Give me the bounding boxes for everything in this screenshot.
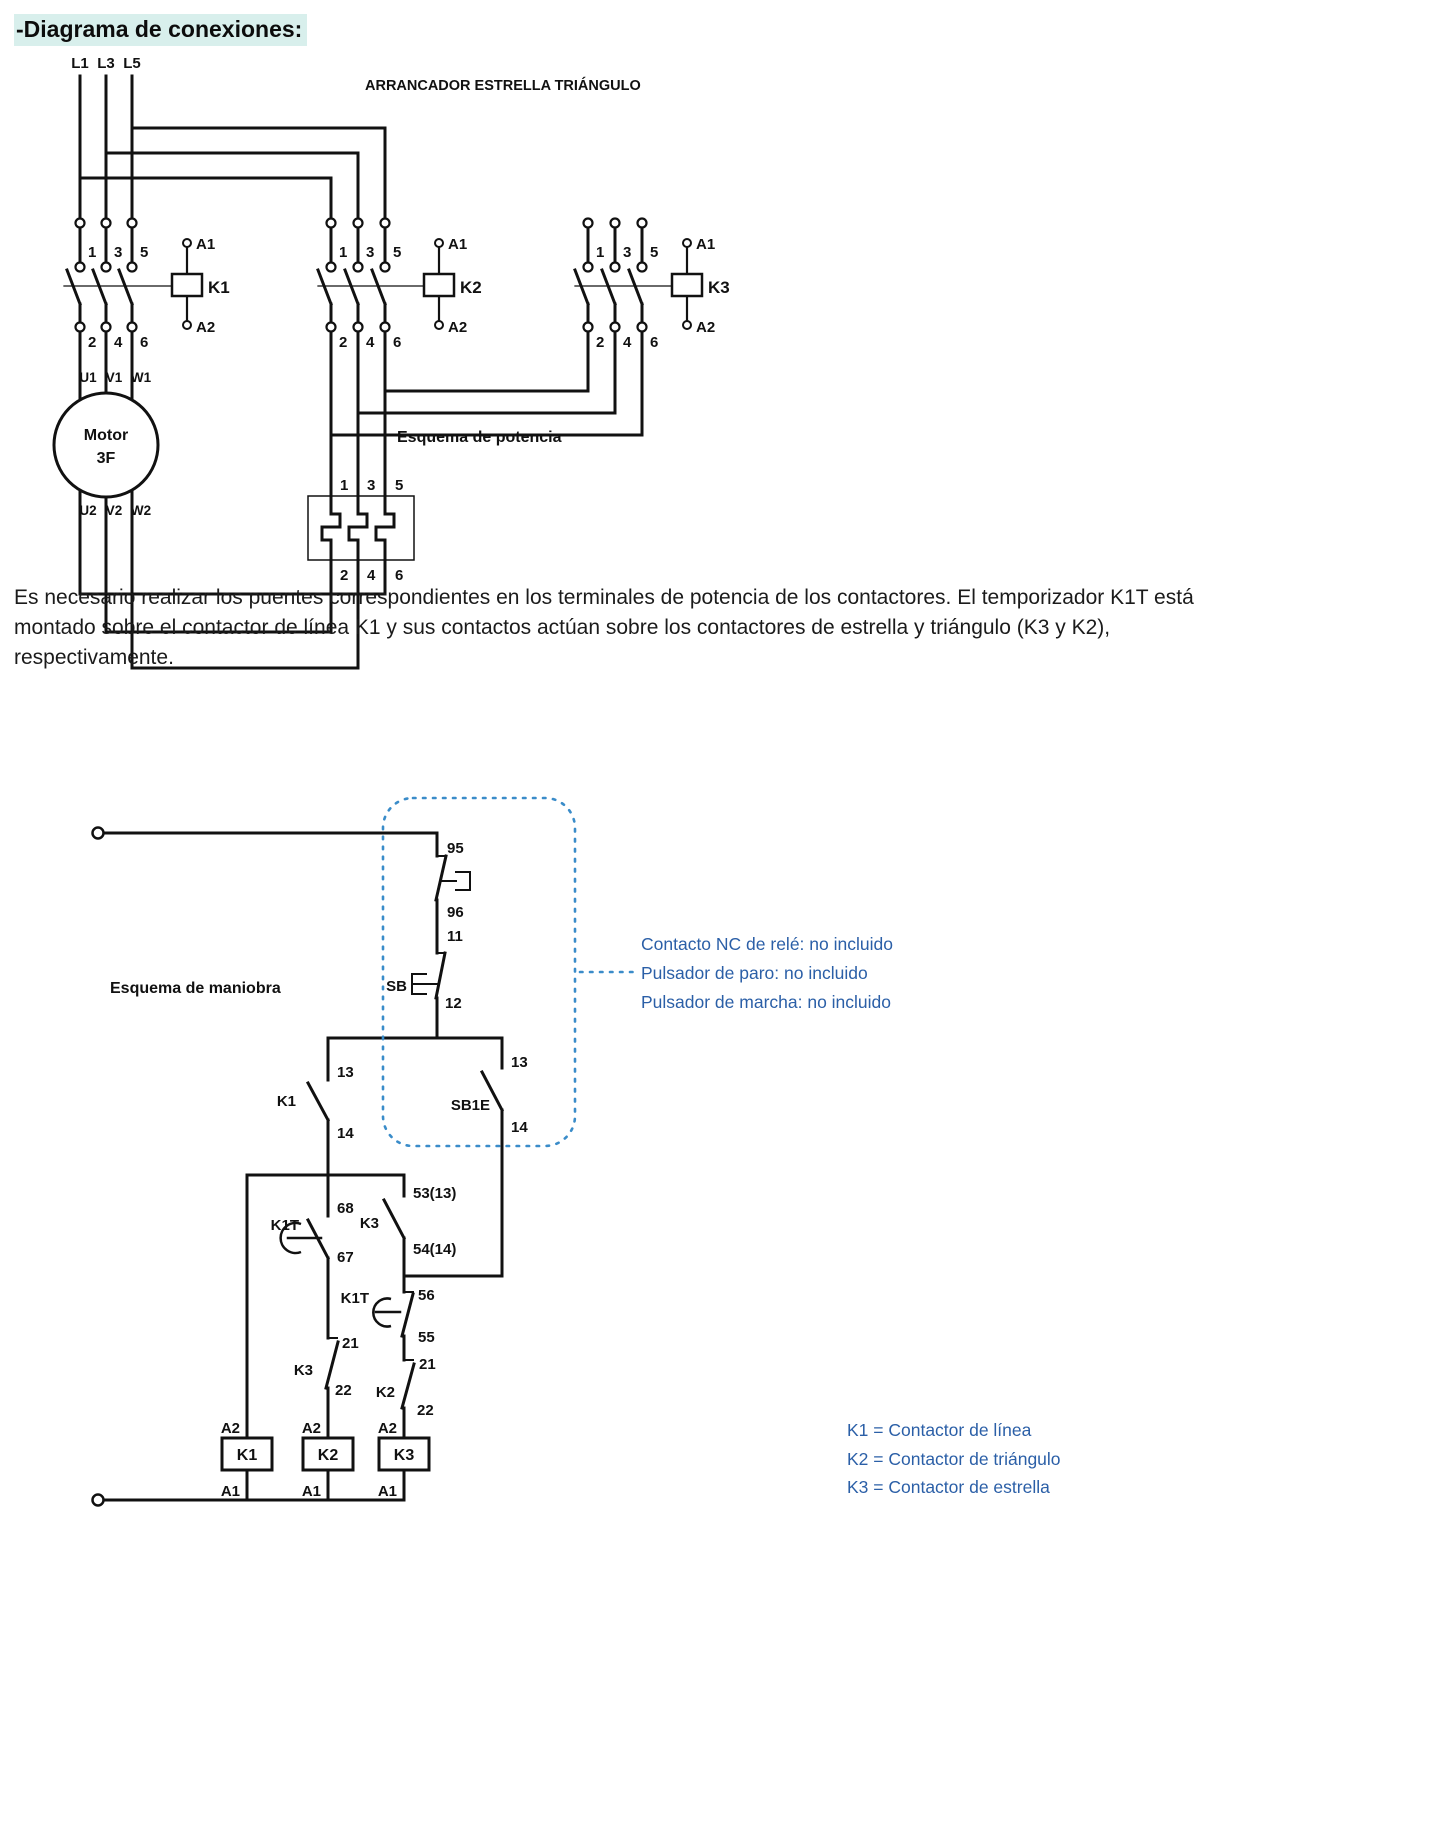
diagram-label: 6 (650, 334, 659, 351)
diagram-label: 3 (366, 244, 375, 261)
diagram-label: 4 (114, 334, 123, 351)
diagram-label: K3 (359, 1215, 379, 1232)
diagram-label: 2 (340, 567, 349, 584)
diagram-label: 96 (447, 904, 464, 921)
diagram-label: 1 (88, 244, 97, 261)
diagram-label: K3 (708, 278, 730, 297)
diagram-label: 3 (367, 477, 376, 494)
diagram-label: 12 (445, 995, 462, 1012)
diagram-label: W1 (130, 370, 152, 385)
diagram-label: 13 (511, 1054, 528, 1071)
diagram-label: K3 (393, 1447, 415, 1464)
diagram-label: 53(13) (413, 1185, 457, 1202)
diagram-label: 68 (337, 1200, 354, 1217)
diagram-label: SB1E (450, 1097, 490, 1114)
diagram-label: 56 (418, 1287, 435, 1304)
diagram-label: 14 (337, 1125, 354, 1142)
diagram-label: 21 (419, 1356, 436, 1373)
not-included-annotations (641, 930, 893, 1017)
diagram-label: 3F (96, 450, 116, 467)
diagram-label: 2 (596, 334, 605, 351)
diagram-label: ARRANCADOR ESTRELLA TRIÁNGULO (365, 78, 641, 94)
diagram-label: L3 (97, 55, 115, 72)
diagram-label: A2 (448, 319, 468, 336)
diagram-label: A1 (696, 236, 716, 253)
legend-line: K2 = Contactor de triángulo (847, 1448, 1061, 1469)
diagram-label: L5 (123, 55, 141, 72)
diagram-label: K1 (208, 278, 230, 297)
diagram-label: 4 (623, 334, 632, 351)
diagram-label: 2 (339, 334, 348, 351)
diagram-label: A2 (301, 1420, 321, 1437)
annotation-line: Contacto NC de relé: no incluido (641, 934, 893, 954)
diagram-label: 67 (337, 1249, 354, 1266)
diagram-label: 6 (393, 334, 402, 351)
diagram-label: K2 (460, 278, 482, 297)
diagram-label: A1 (196, 236, 216, 253)
contactor-legend (847, 1416, 1061, 1502)
diagram-label: 3 (623, 244, 632, 261)
diagram-label: K1T (340, 1290, 369, 1307)
diagram-label: 14 (511, 1119, 528, 1136)
diagram-label: 2 (88, 334, 97, 351)
diagram-label: 13 (337, 1064, 354, 1081)
diagram-label: L1 (71, 55, 89, 72)
diagram-label: A2 (696, 319, 716, 336)
diagram-label: 21 (342, 1335, 359, 1352)
diagram-label: W2 (130, 503, 152, 518)
diagram-label: 22 (417, 1402, 434, 1419)
diagram-label: A1 (377, 1483, 397, 1500)
annotation-line: Pulsador de marcha: no incluido (641, 992, 892, 1012)
legend-line: K3 = Contactor de estrella (847, 1477, 1050, 1497)
page-title: -Diagrama de conexiones: (14, 14, 307, 46)
diagram-label: A1 (220, 1483, 240, 1500)
diagram-label: 22 (335, 1382, 352, 1399)
diagram-label: 5 (650, 244, 659, 261)
diagram-label: 5 (393, 244, 402, 261)
diagram-label: 11 (447, 928, 463, 945)
diagram-label: Esquema de potencia (397, 429, 562, 446)
diagram-label: V1 (105, 370, 123, 385)
diagram-label: 3 (114, 244, 123, 261)
diagram-label: A2 (220, 1420, 240, 1437)
diagram-label: Motor (83, 427, 129, 444)
diagram-label: K1T (270, 1217, 299, 1234)
diagram-label: 1 (339, 244, 348, 261)
diagram-label: 1 (596, 244, 605, 261)
diagram-label: A2 (196, 319, 216, 336)
diagram-label: A2 (377, 1420, 397, 1437)
diagram-label: 54(14) (413, 1241, 457, 1258)
diagram-label: K3 (293, 1362, 313, 1379)
not-included-outline (383, 798, 575, 1146)
diagram-label: U1 (79, 370, 97, 385)
diagram-label: K1 (236, 1447, 258, 1464)
diagram-label: A1 (448, 236, 468, 253)
diagram-label: 6 (140, 334, 149, 351)
body-paragraph: Es necesario realizar los puentes correspondientes en los terminales de potencia de los contactores. El temporizador K1T está montado sobre el contactor de línea K1 y sus contactos actúan sobre los contactores de estrella y triángulo (K3 y K2), respectivamente. (14, 586, 1194, 669)
diagram-label: 1 (340, 477, 349, 494)
diagram-label: 6 (395, 567, 404, 584)
diagram-label: Esquema de maniobra (110, 980, 281, 997)
diagram-label: V2 (105, 503, 123, 518)
legend-line: K1 = Contactor de línea (847, 1420, 1032, 1440)
diagram-label: 4 (367, 567, 376, 584)
annotation-line: Pulsador de paro: no incluido (641, 963, 868, 983)
diagram-label: SB (386, 978, 407, 995)
diagram-label: 5 (395, 477, 404, 494)
diagram-label: K2 (375, 1384, 395, 1401)
diagram-label: A1 (301, 1483, 321, 1500)
diagram-label: 95 (447, 840, 464, 857)
diagram-label: 55 (418, 1329, 435, 1346)
diagram-label: U2 (79, 503, 97, 518)
diagram-label: 5 (140, 244, 149, 261)
diagram-label: K2 (317, 1447, 339, 1464)
diagram-label: 4 (366, 334, 375, 351)
diagram-label: K1 (276, 1093, 296, 1110)
